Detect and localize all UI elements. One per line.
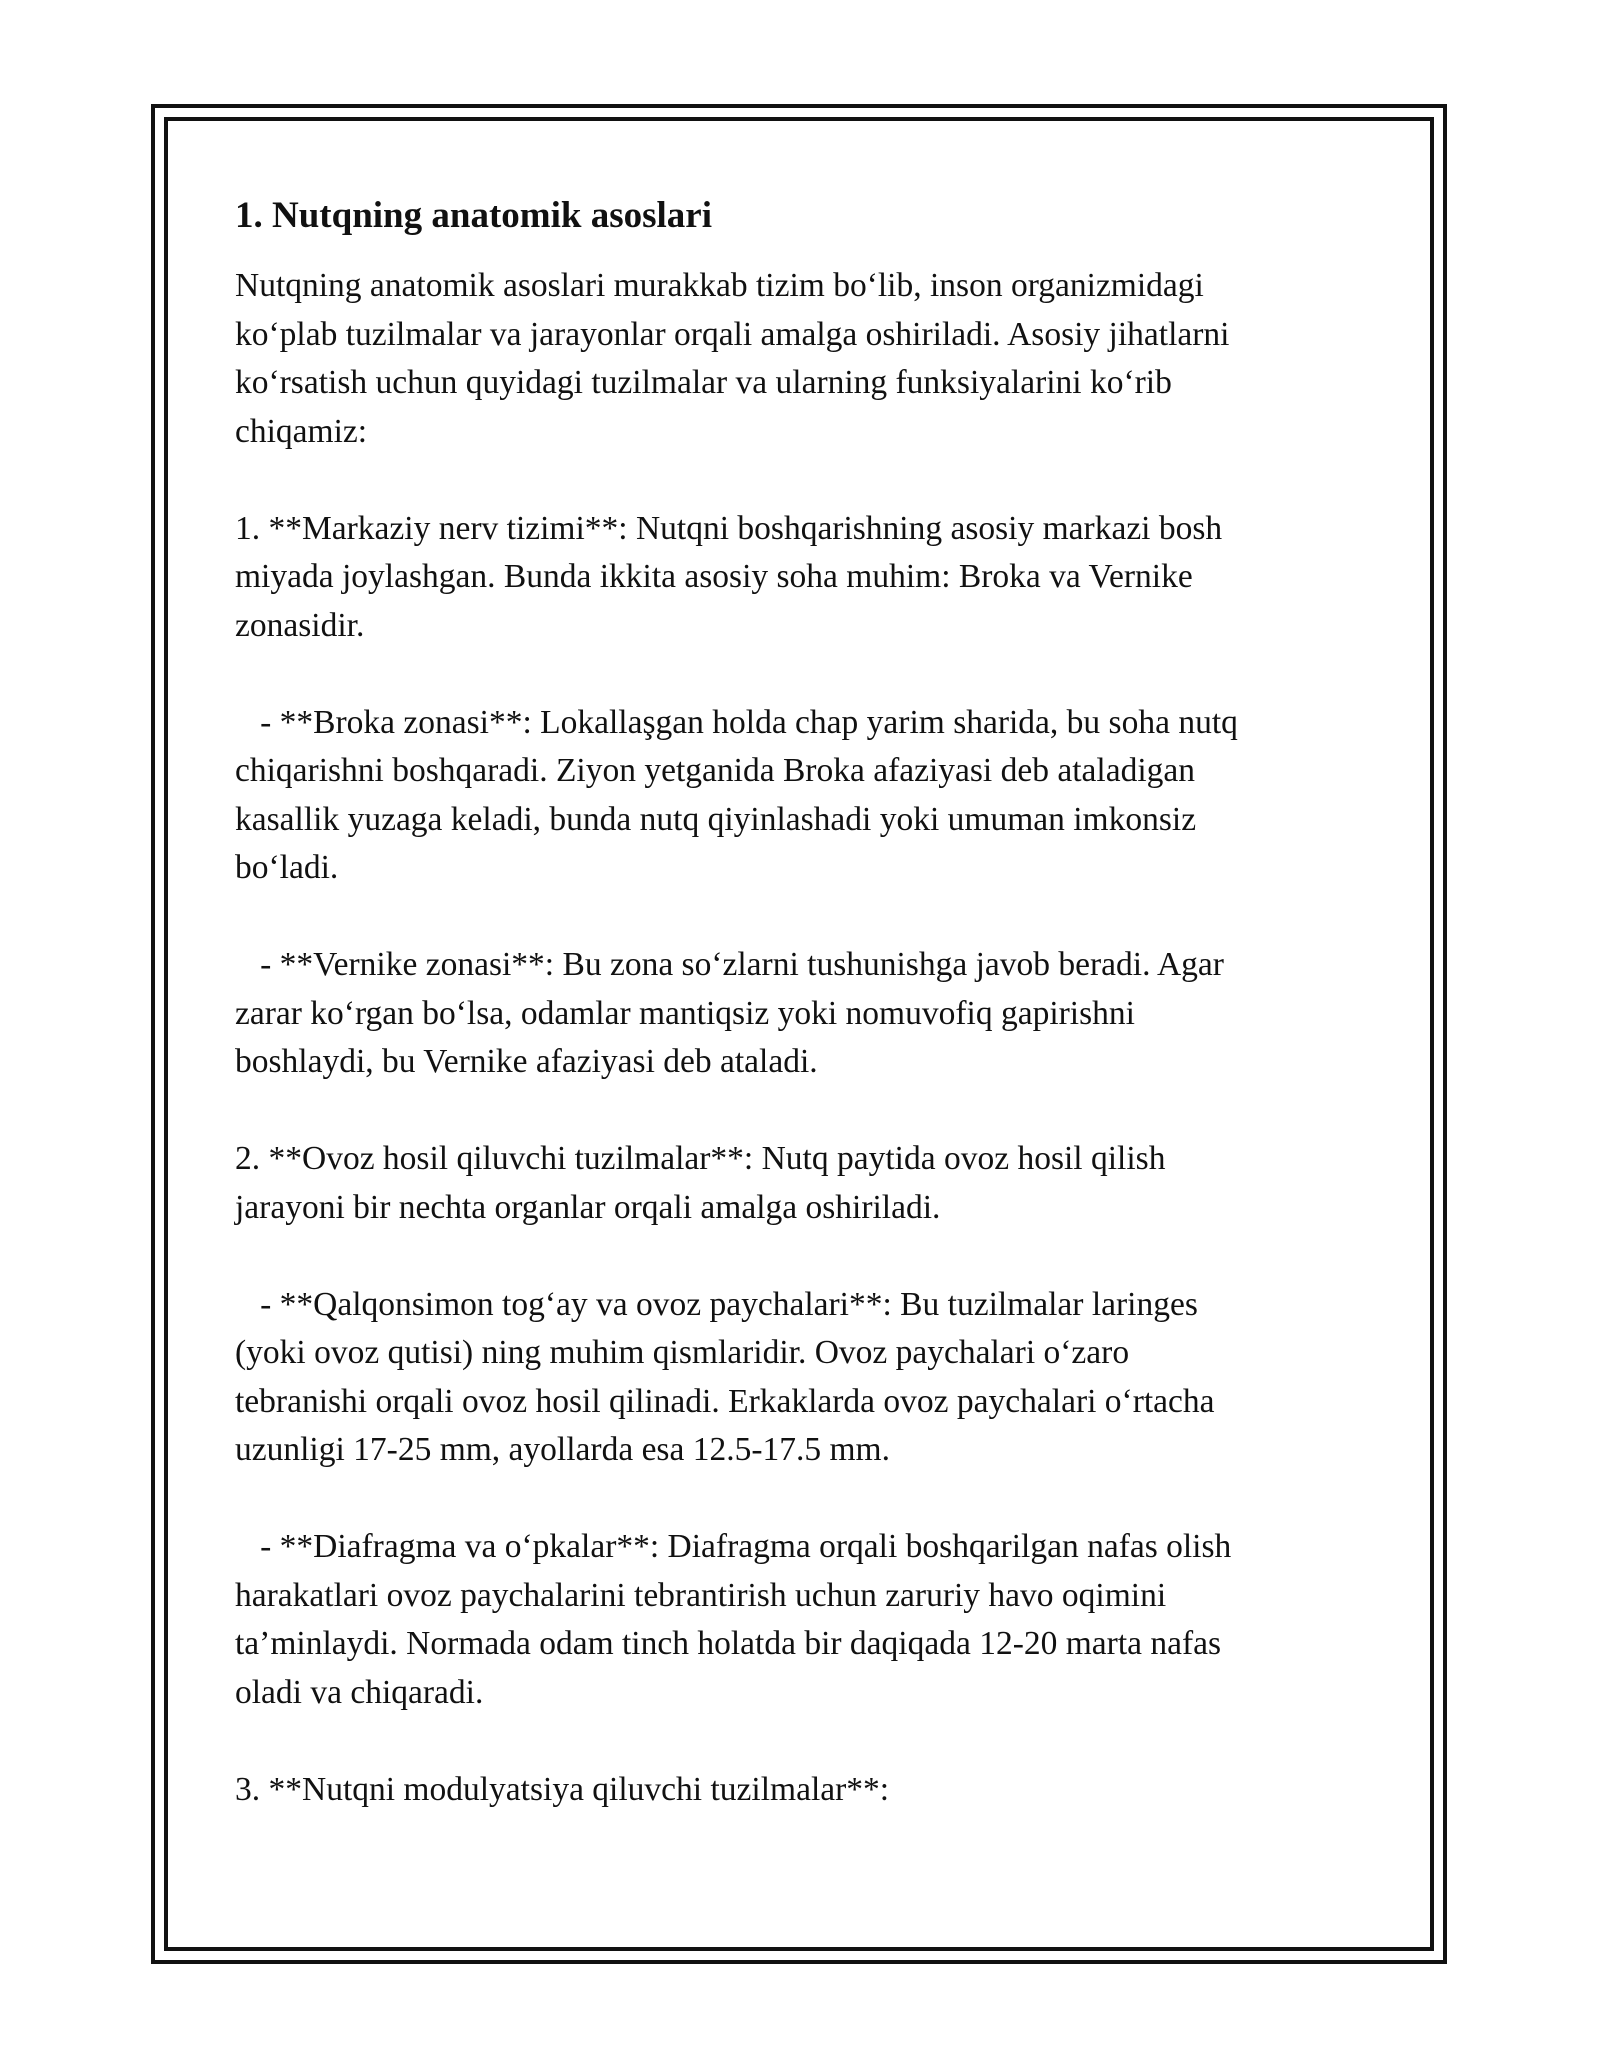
document-body	[235, 188, 1355, 1814]
paragraph-broca-zone: - **Broka zonasi**: Lokallaşgan holda chap yarim sharida, bu soha nutq chiqarishni boshqaradi. Ziyon yetganida Broka afaziyasi deb ataladigan kasallik yuzaga keladi, bunda nutq qiyinlashadi yoki umuman imkonsiz bo‘ladi.	[235, 703, 1238, 886]
paragraph-thyroid-cartilage: - **Qalqonsimon tog‘ay va ovoz paychalari**: Bu tuzilmalar laringes (yoki ovoz qutisi) ning muhim qismlaridir. Ovoz paychalari o‘zaro tebranishi orqali ovoz hosil qilinadi. Erkaklarda ovoz paychalari o‘rtacha uzunligi 17-25 mm, ayollarda esa 12.5-17.5 mm.	[235, 1285, 1215, 1468]
paragraph-gap	[235, 893, 1355, 942]
paragraph-gap	[235, 456, 1355, 505]
section-heading: 1. Nutqning anatomik asoslari	[235, 195, 712, 236]
paragraph-diaphragm-lungs: - **Diafragma va o‘pkalar**: Diafragma orqali boshqarilgan nafas olish harakatlari ovoz paychalarini tebrantirish uchun zaruriy havo oqimini ta’minlaydi. Normada odam tinch holatda bir daqiqada 12-20 marta nafas oladi va chiqaradi.	[235, 1528, 1232, 1711]
intro-paragraph: Nutqning anatomik asoslari murakkab tizim bo‘lib, inson organizmidagi ko‘plab tuzilmalar va jarayonlar orqali amalga oshiriladi. Asosiy jihatlarni ko‘rsatish uchun quyidagi tuzilmalar va ularning funksiyalarini ko‘rib chiqamiz:	[235, 267, 1230, 450]
paragraph-central-nervous-system: 1. **Markaziy nerv tizimi**: Nutqni boshqarishning asosiy markazi bosh miyada joylashgan. Bunda ikkita asosiy soha muhim: Broka va Vernike zonasidir.	[235, 509, 1223, 644]
paragraph-gap	[235, 650, 1355, 699]
paragraph-wernicke-zone: - **Vernike zonasi**: Bu zona so‘zlarni tushunishga javob beradi. Agar zarar ko‘rgan bo‘lsa, odamlar mantiqsiz yoki nomuvofiq gapirishni boshlaydi, bu Vernike afaziyasi deb ataladi.	[235, 946, 1224, 1080]
paragraph-gap	[235, 1475, 1355, 1524]
paragraph-voice-structures: 2. **Ovoz hosil qiluvchi tuzilmalar**: Nutq paytida ovoz hosil qilish jarayoni bir nechta organlar orqali amalga oshiriladi.	[235, 1140, 1166, 1226]
paragraph-modulation-structures: 3. **Nutqni modulyatsiya qiluvchi tuzilmalar**:	[235, 1770, 890, 1808]
paragraph-gap	[235, 1232, 1355, 1281]
paragraph-gap	[235, 1717, 1355, 1766]
paragraph-gap	[235, 1087, 1355, 1136]
